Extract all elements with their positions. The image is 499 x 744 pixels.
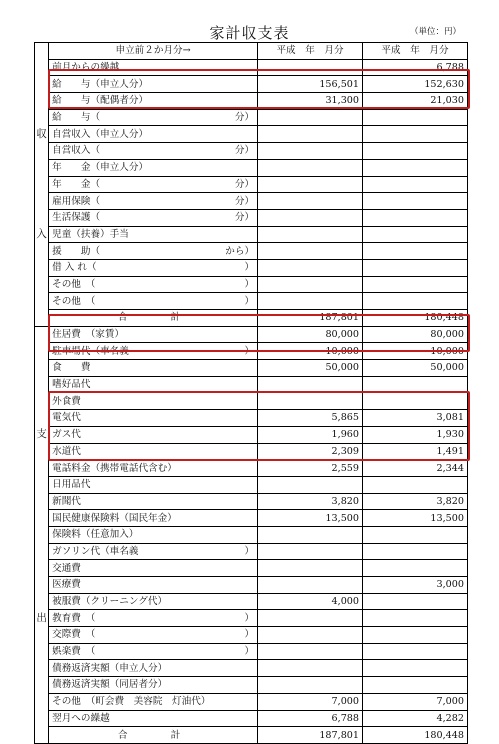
amount-month-2 xyxy=(363,627,468,644)
table-row xyxy=(35,126,468,143)
side-cell xyxy=(35,259,49,276)
amount-month-2 xyxy=(363,259,468,276)
amount-month-2 xyxy=(363,293,468,310)
amount-month-1 xyxy=(258,577,363,594)
amount-month-2 xyxy=(363,159,468,176)
row-label xyxy=(49,627,258,644)
amount-month-1: 13,500 xyxy=(258,510,363,527)
table-row xyxy=(35,526,468,543)
amount-month-1: 2,309 xyxy=(258,443,363,460)
side-cell xyxy=(35,376,49,393)
amount-month-1: 187,801 xyxy=(258,310,363,327)
header-month-2: 平成 年 月分 xyxy=(363,43,468,60)
amount-month-2 xyxy=(363,193,468,210)
row-label-text: その他 （ xyxy=(52,295,96,307)
amount-month-1 xyxy=(258,176,363,193)
row-label xyxy=(49,293,258,310)
table-row xyxy=(35,610,468,627)
side-cell xyxy=(35,293,49,310)
table-row xyxy=(35,677,468,694)
highlight-box-housing xyxy=(48,314,470,352)
table-row xyxy=(35,693,468,710)
side-cell xyxy=(35,543,49,560)
amount-month-1 xyxy=(258,293,363,310)
table-row xyxy=(35,710,468,727)
side-cell xyxy=(35,343,49,360)
side-cell: 支 xyxy=(35,426,49,443)
row-label: 国民健康保険料（国民年金） xyxy=(49,510,258,527)
row-label xyxy=(49,193,258,210)
side-cell xyxy=(35,76,49,93)
amount-month-1 xyxy=(258,560,363,577)
table-row xyxy=(35,209,468,226)
amount-month-1: 187,801 xyxy=(258,727,363,744)
row-label: 児童（扶養）手当 xyxy=(49,226,258,243)
table-row xyxy=(35,293,468,310)
row-label-suffix: 分） xyxy=(234,145,255,157)
amount-month-2: 50,000 xyxy=(363,360,468,377)
header-label: 申立前２か月分→ xyxy=(49,43,258,60)
side-cell xyxy=(35,710,49,727)
amount-month-2: 3,081 xyxy=(363,410,468,427)
amount-month-2 xyxy=(363,660,468,677)
table-row xyxy=(35,560,468,577)
row-label-suffix: ） xyxy=(244,646,255,658)
amount-month-2 xyxy=(363,677,468,694)
amount-month-2: 10,000 xyxy=(363,343,468,360)
side-cell xyxy=(35,176,49,193)
side-cell xyxy=(35,410,49,427)
amount-month-2: 1,491 xyxy=(363,443,468,460)
row-label: 日用品代 xyxy=(49,476,258,493)
side-cell xyxy=(35,677,49,694)
amount-month-2 xyxy=(363,126,468,143)
row-label: 食 費 xyxy=(49,360,258,377)
row-label: 年 金（申立人分） xyxy=(49,159,258,176)
row-label: 電気代 xyxy=(49,410,258,427)
row-label xyxy=(49,276,258,293)
row-label-suffix: 分） xyxy=(234,212,255,224)
row-label xyxy=(49,176,258,193)
amount-month-1 xyxy=(258,259,363,276)
row-label: 医療費 xyxy=(49,577,258,594)
amount-month-1 xyxy=(258,677,363,694)
table-row xyxy=(35,276,468,293)
row-label: 翌月への繰越 xyxy=(49,710,258,727)
row-label-suffix: 分） xyxy=(234,178,255,190)
highlight-box-salary xyxy=(48,69,470,109)
row-label-text: 自営収入（ xyxy=(52,145,101,157)
row-label-suffix: ） xyxy=(244,345,255,357)
side-cell: 収 xyxy=(35,126,49,143)
amount-month-2 xyxy=(363,176,468,193)
table-row xyxy=(35,593,468,610)
row-label-text: 教育費 （ xyxy=(52,612,96,624)
row-label xyxy=(49,643,258,660)
table-row xyxy=(35,493,468,510)
table-row xyxy=(35,259,468,276)
amount-month-1 xyxy=(258,643,363,660)
row-label: 給 与（配偶者分） xyxy=(49,93,258,110)
side-cell xyxy=(35,243,49,260)
amount-month-1 xyxy=(258,243,363,260)
side-cell xyxy=(35,209,49,226)
row-label xyxy=(49,243,258,260)
table-row xyxy=(35,226,468,243)
amount-month-2 xyxy=(363,610,468,627)
amount-month-1 xyxy=(258,627,363,644)
row-label xyxy=(49,259,258,276)
amount-month-2 xyxy=(363,143,468,160)
amount-month-2: 180,448 xyxy=(363,310,468,327)
side-cell xyxy=(35,193,49,210)
amount-month-2: 3,820 xyxy=(363,493,468,510)
amount-month-2 xyxy=(363,209,468,226)
amount-month-2 xyxy=(363,276,468,293)
table-row xyxy=(35,643,468,660)
highlight-box-utilities xyxy=(48,391,470,461)
unit-note: （単位：円） xyxy=(410,27,462,37)
table-row xyxy=(35,159,468,176)
side-cell xyxy=(35,59,49,76)
row-label: 給 与（申立人分） xyxy=(49,76,258,93)
amount-month-2: 7,000 xyxy=(363,693,468,710)
side-cell xyxy=(35,660,49,677)
side-cell xyxy=(35,476,49,493)
row-label xyxy=(49,143,258,160)
amount-month-1 xyxy=(258,476,363,493)
row-label: 住居費 （家賃） xyxy=(49,326,258,343)
table-row xyxy=(35,660,468,677)
amount-month-1 xyxy=(258,526,363,543)
row-label-suffix: ） xyxy=(244,262,255,274)
amount-month-2: 2,344 xyxy=(363,460,468,477)
amount-month-1 xyxy=(258,209,363,226)
row-label-text: 援 助（ xyxy=(52,245,101,257)
side-cell xyxy=(35,577,49,594)
amount-month-1 xyxy=(258,226,363,243)
row-label-suffix: から） xyxy=(225,245,255,257)
side-cell xyxy=(35,326,49,343)
row-label: ガス代 xyxy=(49,426,258,443)
amount-month-1: 10,000 xyxy=(258,343,363,360)
side-cell xyxy=(35,159,49,176)
row-label: 嗜好品代 xyxy=(49,376,258,393)
side-cell xyxy=(35,93,49,110)
amount-month-2 xyxy=(363,243,468,260)
amount-month-2 xyxy=(363,643,468,660)
amount-month-2 xyxy=(363,560,468,577)
row-label-text: その他 （ xyxy=(52,278,96,290)
table-row xyxy=(35,360,468,377)
row-label: 自営収入（申立人分） xyxy=(49,126,258,143)
amount-month-1 xyxy=(258,543,363,560)
amount-month-2 xyxy=(363,526,468,543)
row-label xyxy=(49,209,258,226)
side-cell xyxy=(35,393,49,410)
row-label xyxy=(49,543,258,560)
row-label-text: ガソリン代（車名義 xyxy=(52,545,139,557)
side-cell xyxy=(35,643,49,660)
amount-month-2 xyxy=(363,476,468,493)
table-row xyxy=(35,510,468,527)
amount-month-2: 21,030 xyxy=(363,93,468,110)
amount-month-1 xyxy=(258,143,363,160)
row-label: 交通費 xyxy=(49,560,258,577)
side-cell xyxy=(35,526,49,543)
side-cell xyxy=(35,493,49,510)
row-label: 新聞代 xyxy=(49,493,258,510)
total-row xyxy=(35,727,468,744)
amount-month-2: 4,282 xyxy=(363,710,468,727)
row-label: 外食費 xyxy=(49,393,258,410)
header-row xyxy=(35,43,468,60)
header-month-1: 平成 年 月分 xyxy=(258,43,363,60)
side-cell xyxy=(35,727,49,744)
amount-month-1 xyxy=(258,610,363,627)
table-row xyxy=(35,577,468,594)
table-row xyxy=(35,476,468,493)
side-cell xyxy=(35,627,49,644)
amount-month-2: 152,630 xyxy=(363,76,468,93)
row-label-suffix: 分） xyxy=(234,112,255,124)
row-label-text: 年 金（ xyxy=(52,178,101,190)
side-cell xyxy=(35,143,49,160)
row-label-text: 生活保護（ xyxy=(52,212,101,224)
amount-month-2: 3,000 xyxy=(363,577,468,594)
amount-month-1 xyxy=(258,159,363,176)
amount-month-1 xyxy=(258,109,363,126)
amount-month-1: 156,501 xyxy=(258,76,363,93)
row-label-suffix: ） xyxy=(244,278,255,290)
amount-month-1: 6,788 xyxy=(258,710,363,727)
row-label xyxy=(49,610,258,627)
row-label: 水道代 xyxy=(49,443,258,460)
row-label-text: 交際費 （ xyxy=(52,629,96,641)
side-cell xyxy=(35,276,49,293)
side-cell xyxy=(35,510,49,527)
side-cell xyxy=(35,443,49,460)
row-label-text: 給 与（ xyxy=(52,112,101,124)
table-row xyxy=(35,109,468,126)
amount-month-1 xyxy=(258,126,363,143)
row-label-text: 雇用保険（ xyxy=(52,195,101,207)
side-cell: 入 xyxy=(35,226,49,243)
amount-month-1: 31,300 xyxy=(258,93,363,110)
amount-month-2: 1,930 xyxy=(363,426,468,443)
amount-month-2: 80,000 xyxy=(363,326,468,343)
amount-month-1: 80,000 xyxy=(258,326,363,343)
row-label: 債務返済実額（同居者分） xyxy=(49,677,258,694)
amount-month-1: 3,820 xyxy=(258,493,363,510)
amount-month-2 xyxy=(363,109,468,126)
row-label-suffix: ） xyxy=(244,612,255,624)
amount-month-1: 4,000 xyxy=(258,593,363,610)
amount-month-1 xyxy=(258,276,363,293)
row-label: 保険料（任意加入） xyxy=(49,526,258,543)
row-label: 合 計 xyxy=(49,310,258,327)
row-label-suffix: ） xyxy=(244,545,255,557)
row-label: 被服費（クリーニング代） xyxy=(49,593,258,610)
amount-month-2: 13,500 xyxy=(363,510,468,527)
side-cell xyxy=(35,460,49,477)
table-row xyxy=(35,143,468,160)
table-row xyxy=(35,460,468,477)
amount-month-1: 5,865 xyxy=(258,410,363,427)
amount-month-1: 2,559 xyxy=(258,460,363,477)
row-label-suffix: ） xyxy=(244,295,255,307)
amount-month-2 xyxy=(363,543,468,560)
side-cell xyxy=(35,693,49,710)
row-label: 合 計 xyxy=(49,727,258,744)
table-row xyxy=(35,193,468,210)
table-row xyxy=(35,543,468,560)
row-label: 電話料金（携帯電話代含む） xyxy=(49,460,258,477)
side-cell xyxy=(35,560,49,577)
amount-month-2 xyxy=(363,226,468,243)
amount-month-1: 50,000 xyxy=(258,360,363,377)
side-cell xyxy=(35,310,49,327)
row-label: 前月からの繰越 xyxy=(49,59,258,76)
side-cell xyxy=(35,360,49,377)
row-label-suffix: ） xyxy=(244,629,255,641)
row-label-text: 駐車場代（車名義 xyxy=(52,345,129,357)
side-cell xyxy=(35,109,49,126)
row-label xyxy=(49,109,258,126)
amount-month-1 xyxy=(258,193,363,210)
side-cell: 出 xyxy=(35,610,49,627)
row-label-suffix: 分） xyxy=(234,195,255,207)
row-label-text: 借 入 れ（ xyxy=(52,262,97,274)
row-label-text: 娯楽費 （ xyxy=(52,646,96,658)
table-row xyxy=(35,176,468,193)
amount-month-2: 180,448 xyxy=(363,727,468,744)
amount-month-1: 7,000 xyxy=(258,693,363,710)
amount-month-1: 1,960 xyxy=(258,426,363,443)
table-row xyxy=(35,243,468,260)
page-title: 家計収支表 xyxy=(209,24,290,42)
side-cell xyxy=(35,43,49,60)
amount-month-1 xyxy=(258,660,363,677)
table-row xyxy=(35,627,468,644)
side-cell xyxy=(35,593,49,610)
row-label: その他 （町会費 美容院 灯油代） xyxy=(49,693,258,710)
row-label: 債務返済実額（申立人分） xyxy=(49,660,258,677)
amount-month-2 xyxy=(363,593,468,610)
amount-month-2: 6,788 xyxy=(363,59,468,76)
